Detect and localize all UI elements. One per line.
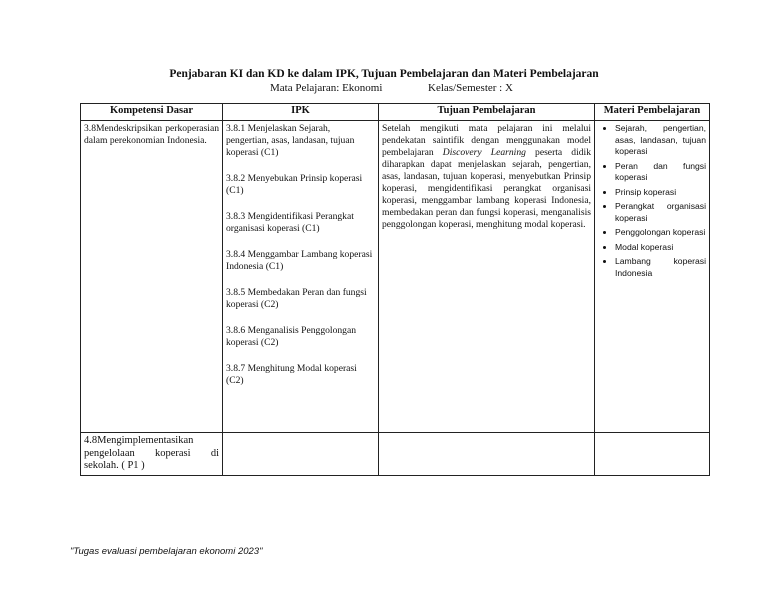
table-header-row: [81, 104, 710, 121]
materi-item: • Penggolongan koperasi: [615, 227, 706, 239]
kompetensi-cell: 4.8Mengimplementasikan pengelolaan koperasi di sekolah. ( P1 ): [81, 433, 223, 476]
kompetensi-cell: 3.8Mendeskripsikan perkoperasian dalam perekonomian Indonesia.: [81, 121, 223, 433]
document-title: Penjabaran KI dan KD ke dalam IPK, Tujuan Pembelajaran dan Materi Pembelajaran: [169, 68, 599, 80]
tujuan-text-before: Setelah mengikuti mata pelajaran ini melalui pendekatan saintifik dengan menggunakan model pembelajaran: [382, 123, 591, 158]
ipk-cell-empty: [223, 433, 379, 476]
ipk-item: 3.8.7 Menghitung Modal koperasi (C2): [226, 363, 357, 386]
materi-item: • Lambang koperasi Indonesia: [615, 256, 706, 279]
tujuan-model-name: Discovery Learning: [442, 147, 526, 158]
header-kompetensi-dasar: Kompetensi Dasar: [81, 104, 223, 121]
ipk-item: 3.8.5 Membedakan Peran dan fungsi koperasi (C2): [226, 287, 367, 310]
class-semester-label: Kelas/Semester : X: [428, 82, 513, 94]
materi-item: • Modal koperasi: [615, 242, 706, 254]
tujuan-cell-empty: [379, 433, 595, 476]
header-ipk: IPK: [223, 104, 379, 121]
footer-note: "Tugas evaluasi pembelajaran ekonomi 2023": [70, 546, 263, 557]
competency-table: [80, 103, 710, 476]
materi-list: [598, 123, 706, 279]
ipk-item: 3.8.1 Menjelaskan Sejarah, pengertian, asas, landasan, tujuan koperasi (C1): [226, 123, 355, 158]
materi-cell-empty: [595, 433, 710, 476]
ipk-cell: [223, 121, 379, 433]
table-row: [81, 121, 710, 433]
materi-item: • Perangkat organisasi koperasi: [615, 201, 706, 224]
tujuan-cell: [379, 121, 595, 433]
materi-cell: [595, 121, 710, 433]
subject-label: Mata Pelajaran: Ekonomi: [270, 82, 383, 94]
materi-item: • Prinsip koperasi: [615, 187, 706, 199]
ipk-item: 3.8.4 Menggambar Lambang koperasi Indonesia (C1): [226, 249, 373, 272]
header-tujuan-pembelajaran: Tujuan Pembelajaran: [379, 104, 595, 121]
materi-item: • Peran dan fungsi koperasi: [615, 161, 706, 184]
materi-item: • Sejarah, pengertian, asas, landasan, tujuan koperasi: [615, 123, 706, 158]
ipk-item: 3.8.2 Menyebukan Prinsip koperasi (C1): [226, 173, 363, 196]
tujuan-text-after: peserta didik diharapkan dapat menjelaskan sejarah, pengertian, asas, landasan, tujuan koperasi, menyebutkan Prinsip koperasi, mengidentifikasi perangkat organisasi koperasi, menggambar lambang koperasi Indonesia, membedakan peran dan fungsi koperasi, menganalisis penggolongan koperasi, menghitung modal koperasi.: [382, 147, 591, 230]
header-materi-pembelajaran: Materi Pembelajaran: [595, 104, 710, 121]
ipk-item: 3.8.6 Menganalisis Penggolongan koperasi (C2): [226, 325, 357, 348]
ipk-item: 3.8.3 Mengidentifikasi Perangkat organisasi koperasi (C1): [226, 211, 354, 234]
table-row: [81, 433, 710, 476]
